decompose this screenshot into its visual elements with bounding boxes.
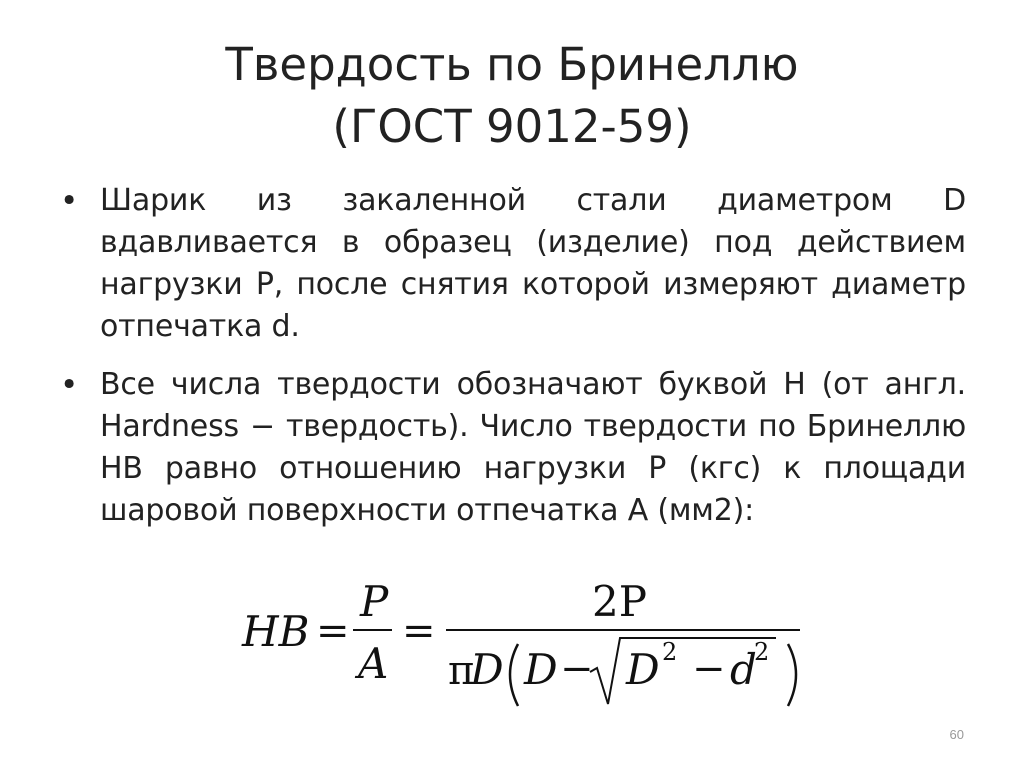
formula-pi: π [448,648,475,694]
formula-lhs: HB [242,607,310,656]
formula-sqrt-D: D [626,645,660,694]
formula-exponent-2: 2 [754,638,770,666]
formula-graphic [240,578,820,718]
title-line-2: (ГОСТ 9012-59) [332,100,692,153]
bullet-text: Шарик из закаленной стали диаметром D вдавливается в образец (изделие) под действием нагрузки Р, после снятия которой измеряют диаметр отпечатка d. [100,183,966,344]
left-parenthesis [510,644,518,706]
right-parenthesis [788,644,796,706]
page-number: 60 [949,727,964,742]
formula-sqrt-d: d [730,645,757,694]
formula-minus-2: − [692,646,726,692]
formula-denominator-D-inner: D [524,645,558,694]
bullet-marker: • [60,183,79,219]
formula-denominator-D: D [470,645,504,694]
formula-exponent-1: 2 [662,638,678,666]
bullet-marker: • [60,367,79,403]
formula-minus-1: − [560,646,594,692]
formula-fraction-1-numerator: P [360,578,389,626]
bullet-list [56,180,966,548]
formula-fraction-1-denominator: A [358,639,389,688]
brinell-formula [240,578,820,718]
title-line-1: Твердость по Бринеллю [225,38,799,91]
slide-title [0,34,1024,158]
bullet-text: Все числа твердости обозначают буквой Н (от англ. Hardness − твердость). Число твердости по Бринеллю НВ равно отношению нагрузки Р (кгс) к площади шаровой поверхности отпечатка А (мм2): [100,367,966,528]
formula-equals-2: = [402,608,436,654]
bullet-item-hardness-number [56,364,966,532]
bullet-item-ball-description [56,180,966,348]
formula-fraction-2-numerator: 2P [592,578,647,626]
formula-equals-1: = [316,608,350,654]
